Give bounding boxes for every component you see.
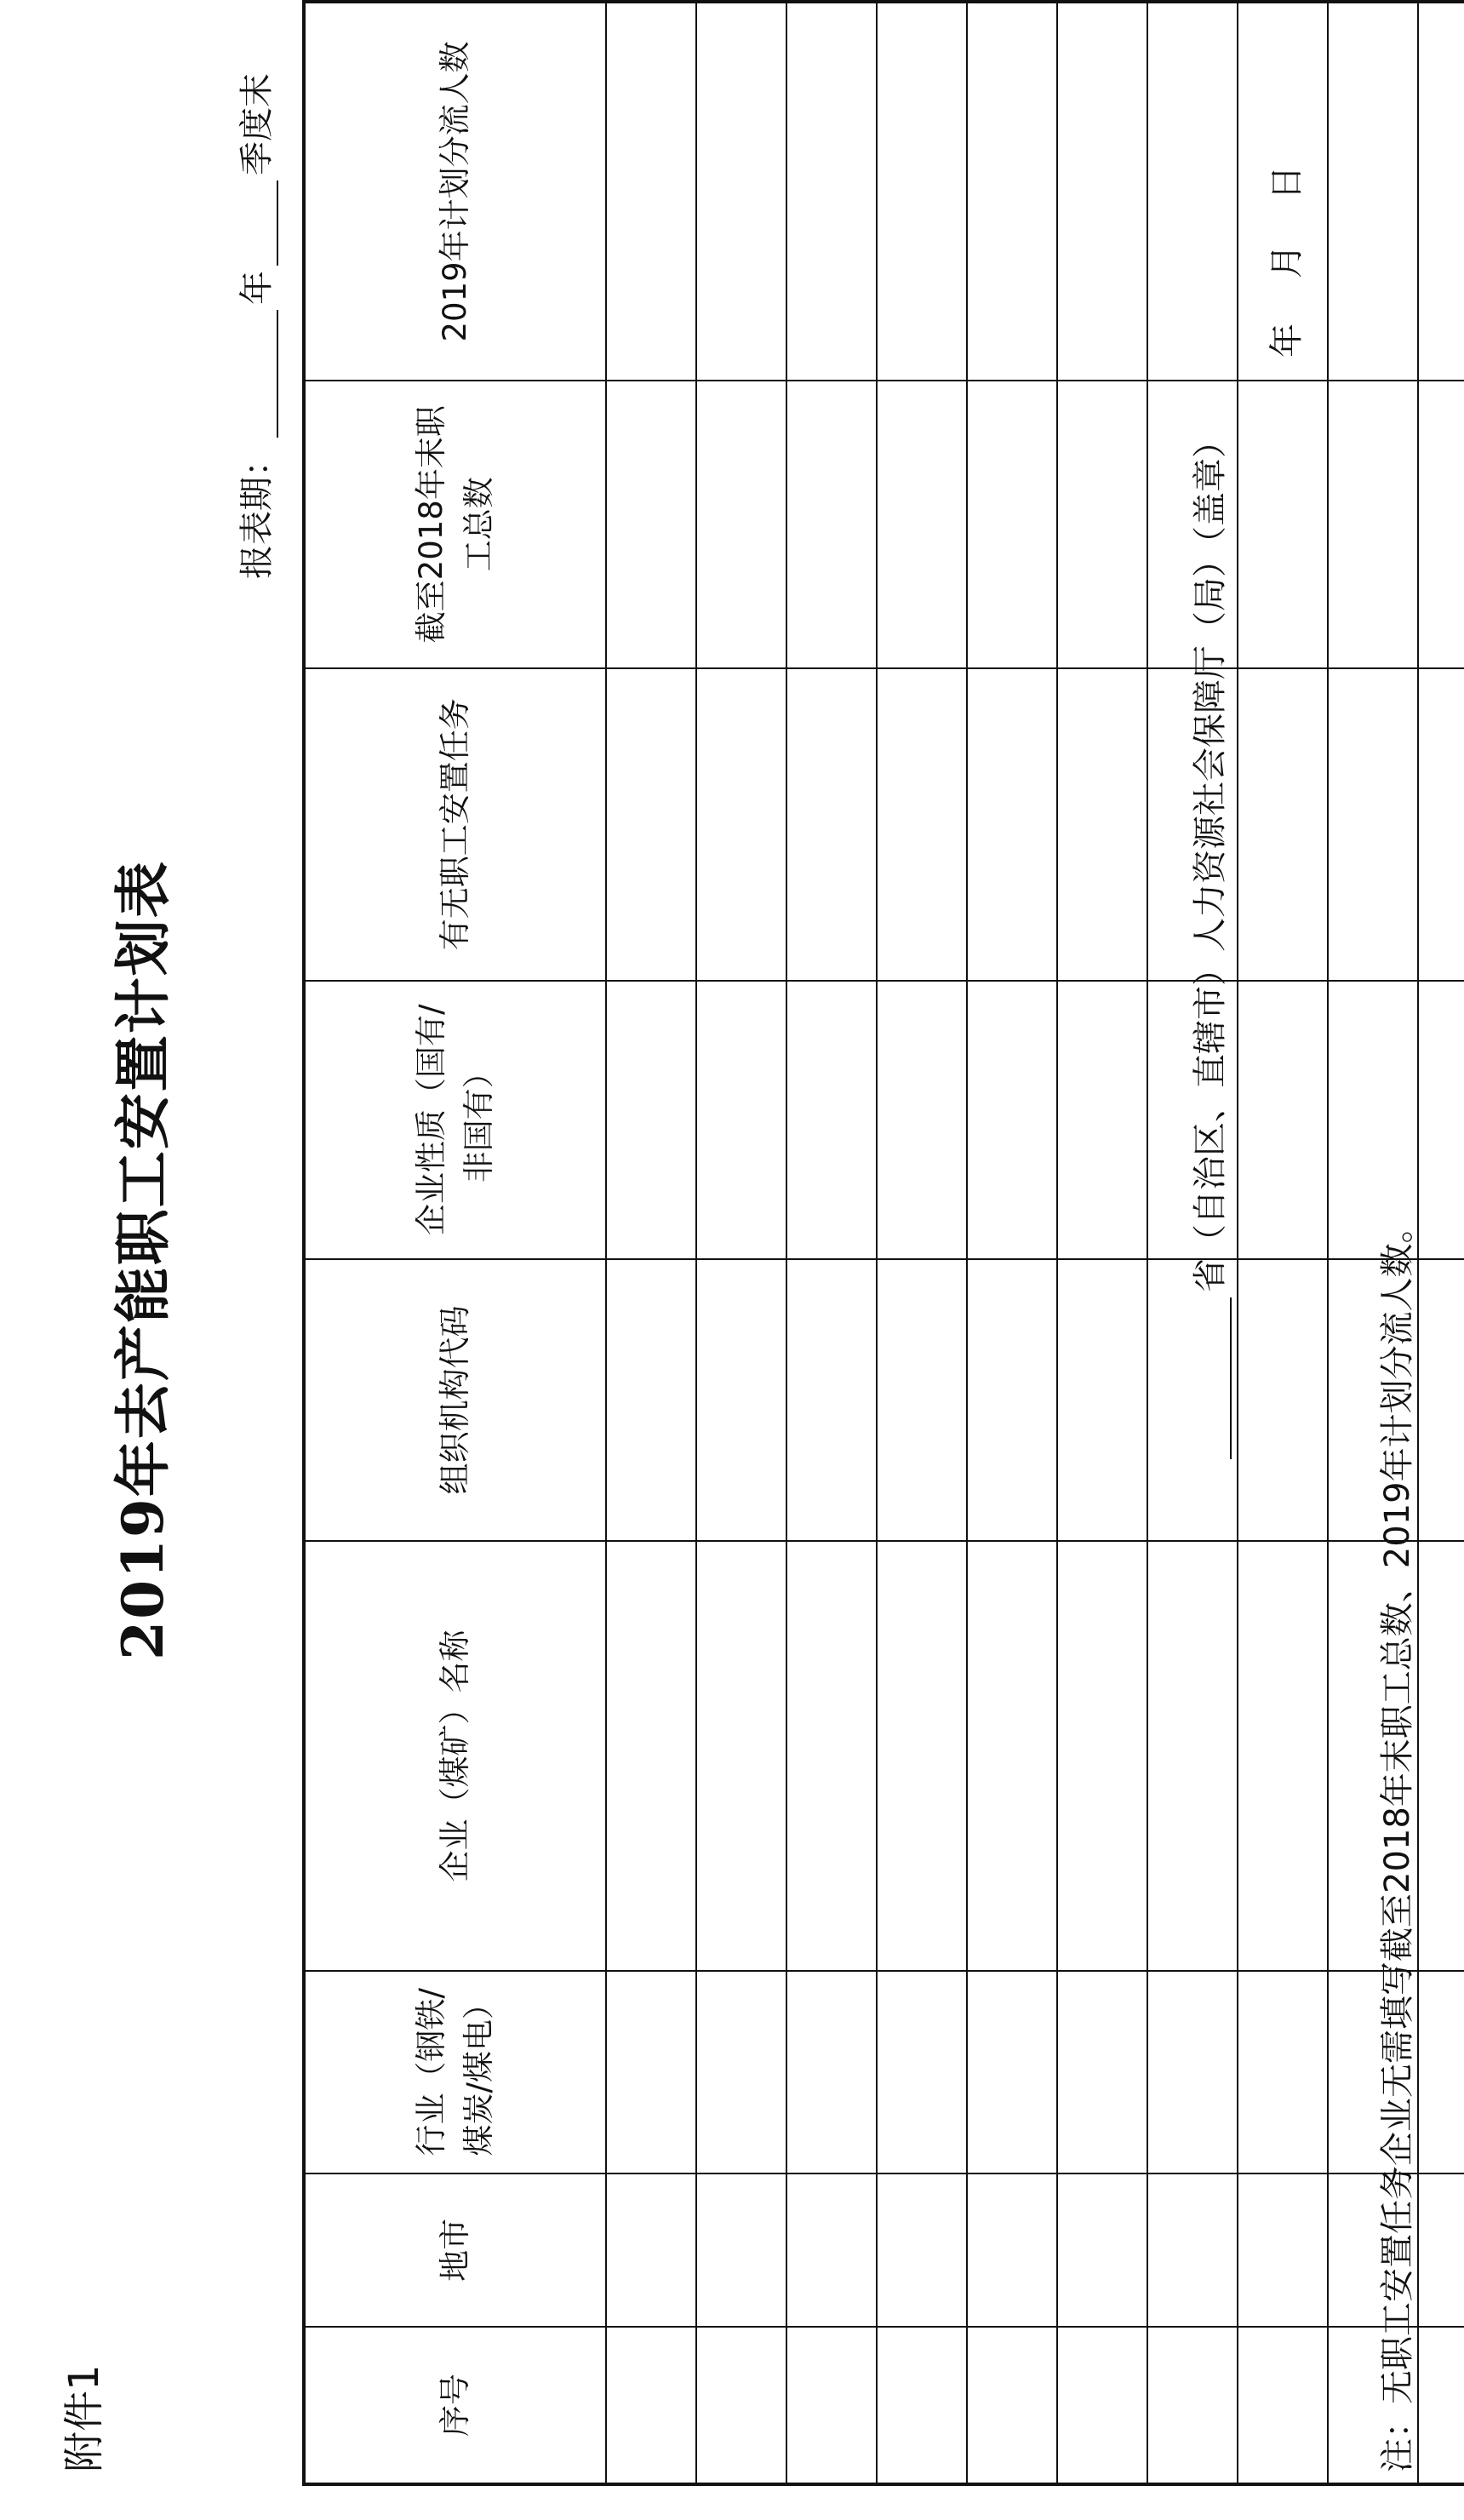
table-row	[786, 2, 877, 2484]
table-cell[interactable]	[1057, 381, 1147, 668]
header-planned-diversion-2019: 2019年计划分流人数	[304, 2, 606, 381]
header-total-staff-2018: 截至2018年末职工总数	[304, 381, 606, 668]
table-cell[interactable]	[1418, 1541, 1464, 1971]
table-cell[interactable]	[967, 381, 1057, 668]
table-row	[1418, 2, 1464, 2484]
table-cell[interactable]	[1238, 1541, 1328, 1971]
table-cell[interactable]	[1057, 2, 1147, 381]
table-cell[interactable]	[967, 2, 1057, 381]
table-cell[interactable]	[877, 2327, 967, 2484]
table-cell[interactable]	[606, 381, 696, 668]
table-cell[interactable]	[696, 2327, 786, 2484]
province-blank-line	[1230, 1297, 1232, 1459]
table-row	[1238, 2, 1328, 2484]
province-signature-line	[1183, 424, 1232, 1464]
placement-plan-table	[302, 0, 1464, 2486]
table-cell[interactable]	[696, 981, 786, 1259]
table-cell[interactable]	[877, 668, 967, 981]
table-cell[interactable]	[1238, 1259, 1328, 1542]
table-cell[interactable]	[1147, 1541, 1238, 1971]
table-row	[606, 2, 696, 2484]
attachment-label: 附件1	[60, 2364, 108, 2472]
table-cell[interactable]	[1057, 1259, 1147, 1542]
table-cell[interactable]	[877, 1971, 967, 2174]
table-cell[interactable]	[786, 381, 877, 668]
table-row	[877, 2, 967, 2484]
table-cell[interactable]	[1238, 2327, 1328, 2484]
table-cell[interactable]	[696, 381, 786, 668]
table-cell[interactable]	[967, 668, 1057, 981]
table-body	[606, 2, 1464, 2484]
header-org-code: 组织机构代码	[304, 1259, 606, 1542]
table-row	[967, 2, 1057, 2484]
table-cell[interactable]	[877, 981, 967, 1259]
table-cell[interactable]	[606, 1541, 696, 1971]
table-cell[interactable]	[1418, 2327, 1464, 2484]
table-cell[interactable]	[696, 2, 786, 381]
table-cell[interactable]	[1328, 2, 1418, 381]
table-cell[interactable]	[1418, 668, 1464, 981]
table-cell[interactable]	[1238, 1971, 1328, 2174]
table-cell[interactable]	[606, 1259, 696, 1542]
table-cell[interactable]	[967, 1541, 1057, 1971]
table-cell[interactable]	[1057, 668, 1147, 981]
table-cell[interactable]	[606, 2174, 696, 2327]
table-cell[interactable]	[696, 668, 786, 981]
table-cell[interactable]	[1057, 1971, 1147, 2174]
header-city: 地市	[304, 2174, 606, 2327]
year-blank-line	[277, 310, 278, 438]
table-cell[interactable]	[967, 2174, 1057, 2327]
date-day: 日	[1267, 165, 1307, 200]
period-label: 报表期：	[237, 443, 277, 579]
table-cell[interactable]	[1328, 668, 1418, 981]
header-enterprise-nature: 企业性质（国有/非国有）	[304, 981, 606, 1259]
table-cell[interactable]	[877, 2, 967, 381]
table-cell[interactable]	[1238, 668, 1328, 981]
quarter-blank-line	[277, 180, 278, 266]
table-cell[interactable]	[1147, 2, 1238, 381]
table-cell[interactable]	[1418, 1971, 1464, 2174]
report-period	[230, 73, 278, 579]
table-cell[interactable]	[967, 981, 1057, 1259]
table-cell[interactable]	[1328, 381, 1418, 668]
table-row	[1057, 2, 1147, 2484]
table-cell[interactable]	[786, 2, 877, 381]
table-cell[interactable]	[877, 1259, 967, 1542]
table-row	[696, 2, 786, 2484]
table-cell[interactable]	[877, 2174, 967, 2327]
table-cell[interactable]	[967, 1259, 1057, 1542]
table-cell[interactable]	[1238, 2174, 1328, 2327]
table-cell[interactable]	[606, 981, 696, 1259]
date-year: 年	[1267, 324, 1307, 358]
signature-date	[1260, 166, 1308, 358]
table-cell[interactable]	[786, 668, 877, 981]
table-cell[interactable]	[967, 1971, 1057, 2174]
table-cell[interactable]	[1418, 2, 1464, 381]
table-cell[interactable]	[786, 2174, 877, 2327]
table-cell[interactable]	[786, 2327, 877, 2484]
table-cell[interactable]	[1238, 981, 1328, 1259]
document-title: 2019年去产能职工安置计划表	[110, 860, 176, 1660]
table-cell[interactable]	[1147, 2174, 1238, 2327]
header-enterprise-name: 企业（煤矿）名称	[304, 1541, 606, 1971]
table-cell[interactable]	[1418, 1259, 1464, 1542]
province-authority-text: 省（自治区、直辖市）人力资源社会保障厅（局）（盖章）	[1191, 424, 1230, 1292]
table-cell[interactable]	[696, 1259, 786, 1542]
table-cell[interactable]	[786, 1971, 877, 2174]
table-cell[interactable]	[696, 1541, 786, 1971]
table-cell[interactable]	[606, 2327, 696, 2484]
table-cell[interactable]	[696, 2174, 786, 2327]
table-cell[interactable]	[606, 1971, 696, 2174]
table-cell[interactable]	[1238, 381, 1328, 668]
header-serial-number: 序号	[304, 2327, 606, 2484]
table-cell[interactable]	[606, 668, 696, 981]
table-cell[interactable]	[696, 1971, 786, 2174]
table-cell[interactable]	[877, 381, 967, 668]
table-cell[interactable]	[1418, 2174, 1464, 2327]
table-cell[interactable]	[786, 1259, 877, 1542]
table-cell[interactable]	[1147, 2327, 1238, 2484]
period-year-suffix: 年	[237, 271, 277, 305]
header-has-placement-task: 有无职工安置任务	[304, 668, 606, 981]
table-cell[interactable]	[786, 981, 877, 1259]
table-cell[interactable]	[606, 2, 696, 381]
table-cell[interactable]	[1057, 981, 1147, 1259]
table-cell[interactable]	[1057, 2174, 1147, 2327]
table-cell[interactable]	[1057, 1541, 1147, 1971]
header-industry: 行业（钢铁/煤炭/煤电）	[304, 1971, 606, 2174]
period-quarter-suffix: 季度末	[237, 73, 277, 175]
table-cell[interactable]	[1147, 1971, 1238, 2174]
table-cell[interactable]	[967, 2327, 1057, 2484]
table-cell[interactable]	[786, 1541, 877, 1971]
table-cell[interactable]	[877, 1541, 967, 1971]
footnote: 注：无职工安置任务企业无需填写截至2018年末职工总数、2019年计划分流人数。	[1378, 1209, 1417, 2472]
table-cell[interactable]	[1418, 381, 1464, 668]
table-cell[interactable]	[1418, 981, 1464, 1259]
table-cell[interactable]	[1057, 2327, 1147, 2484]
date-month: 月	[1267, 244, 1307, 279]
table-header-row	[304, 2, 606, 2484]
